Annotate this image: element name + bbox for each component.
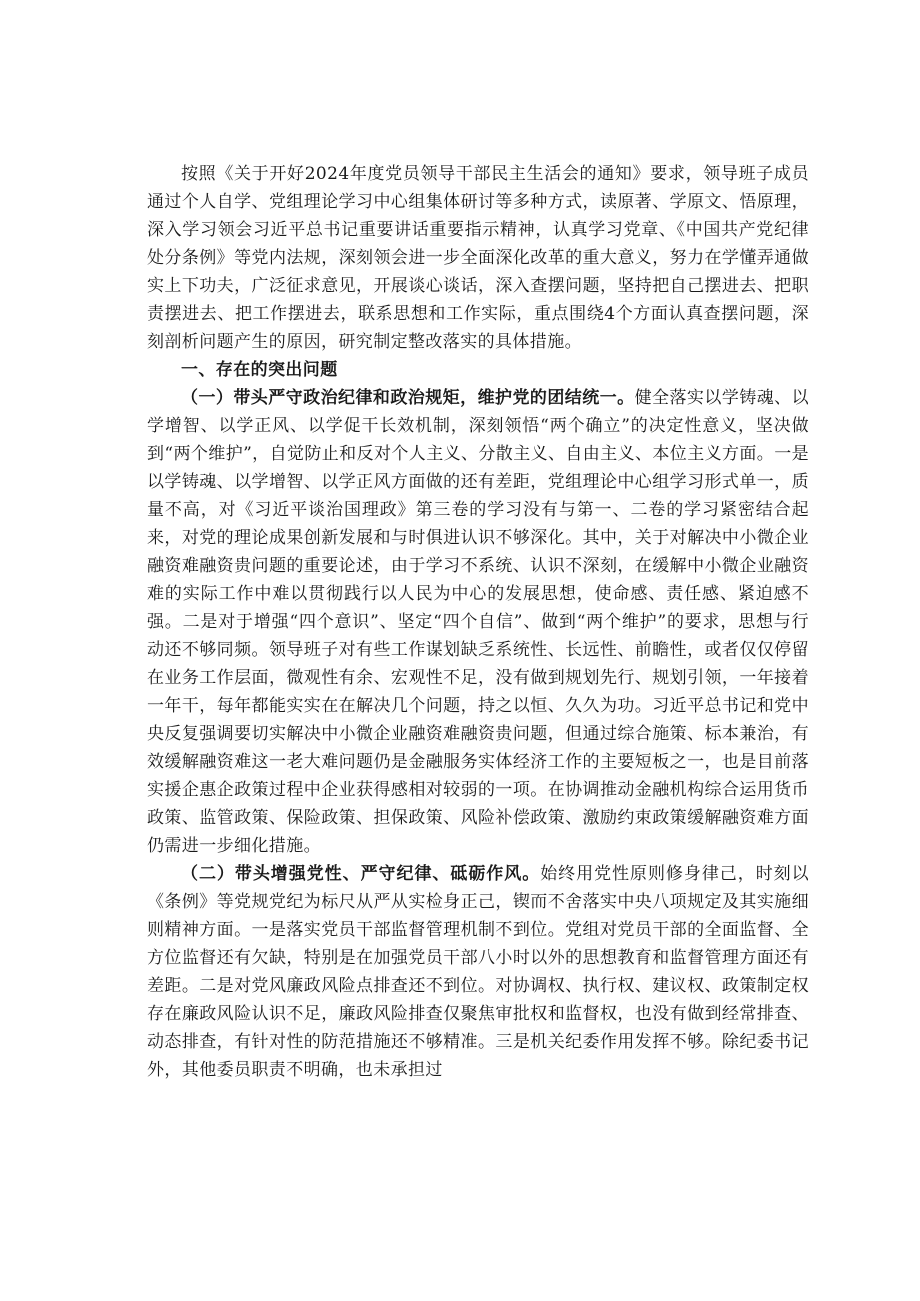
subsection-1-paragraph	[147, 384, 809, 860]
section-heading-problems: 一、存在的突出问题	[181, 360, 338, 380]
document-body	[147, 160, 809, 1084]
intro-paragraph: 按照《关于开好2024年度党员领导干部民主生活会的通知》要求，领导班子成员通过个人自学、党组理论学习中心组集体研讨等多种方式，读原著、学原文、悟原理，深入学习领会习近平总书记重要讲话重要指示精神，认真学习党章、《中国共产党纪律处分条例》等党内法规，深刻领会进一步全面深化改革的重大意义，努力在学懂弄通做实上下功夫，广泛征求意见，开展谈心谈话，深入查摆问题，坚持把自己摆进去、把职责摆进去、把工作摆进去，联系思想和工作实际，重点围绕4个方面认真查摆问题，深刻剖析问题产生的原因，研究制定整改落实的具体措施。	[147, 164, 809, 352]
subsection-1-title: （一）带头严守政治纪律和政治规矩，维护党的团结统一。	[181, 388, 635, 408]
subsection-2-body: 始终用党性原则修身律己，时刻以《条例》等党规党纪为标尺从严从实检身正己，锲而不舍落实中央八项规定及其实施细则精神方面。一是落实党员干部监督管理机制不到位。党组对党员干部的全面监督、全方位监督还有欠缺，特别是在加强党员干部八小时以外的思想教育和监督管理方面还有差距。二是对党风廉政风险点排查还不到位。对协调权、执行权、建议权、政策制定权存在廉政风险认识不足，廉政风险排查仅聚焦审批权和监督权，也没有做到经常排查、动态排查，有针对性的防范措施还不够精准。三是机关纪委作用发挥不够。除纪委书记外，其他委员职责不明确，也未承担过	[147, 864, 810, 1080]
subsection-1-body: 健全落实以学铸魂、以学增智、以学正风、以学促干长效机制，深刻领悟“两个确立”的决定性意义，坚决做到“两个维护”，自觉防止和反对个人主义、分散主义、自由主义、本位主义方面。一是以学铸魂、以学增智、以学正风方面做的还有差距，党组理论中心组学习形式单一，质量不高，对《习近平谈治国理政》第三卷的学习没有与第一、二卷的学习紧密结合起来，对党的理论成果创新发展和与时俱进认识不够深化。其中，关于对解决中小微企业融资难融资贵问题的重要论述，由于学习不系统、认识不深刻，在缓解中小微企业融资难的实际工作中难以贯彻践行以人民为中心的发展思想，使命感、责任感、紧迫感不强。二是对于增强“四个意识”、坚定“四个自信”、做到“两个维护”的要求，思想与行动还不够同频。领导班子对有些工作谋划缺乏系统性、长远性、前瞻性，或者仅仅停留在业务工作层面，微观性有余、宏观性不足，没有做到规划先行、规划引领，一年接着一年干，每年都能实实在在解决几个问题，持之以恒、久久为功。习近平总书记和党中央反复强调要切实解决中小微企业融资难融资贵问题，但通过综合施策、标本兼治，有效缓解融资难这一老大难问题仍是金融服务实体经济工作的主要短板之一，也是目前落实援企惠企政策过程中企业获得感相对较弱的一项。在协调推动金融机构综合运用货币政策、监管政策、保险政策、担保政策、风险补偿政策、激励约束政策缓解融资难方面仍需进一步细化措施。	[147, 388, 810, 856]
subsection-2-title: （二）带头增强党性、严守纪律、砥砺作风。	[181, 864, 541, 884]
subsection-2-paragraph	[147, 860, 809, 1084]
